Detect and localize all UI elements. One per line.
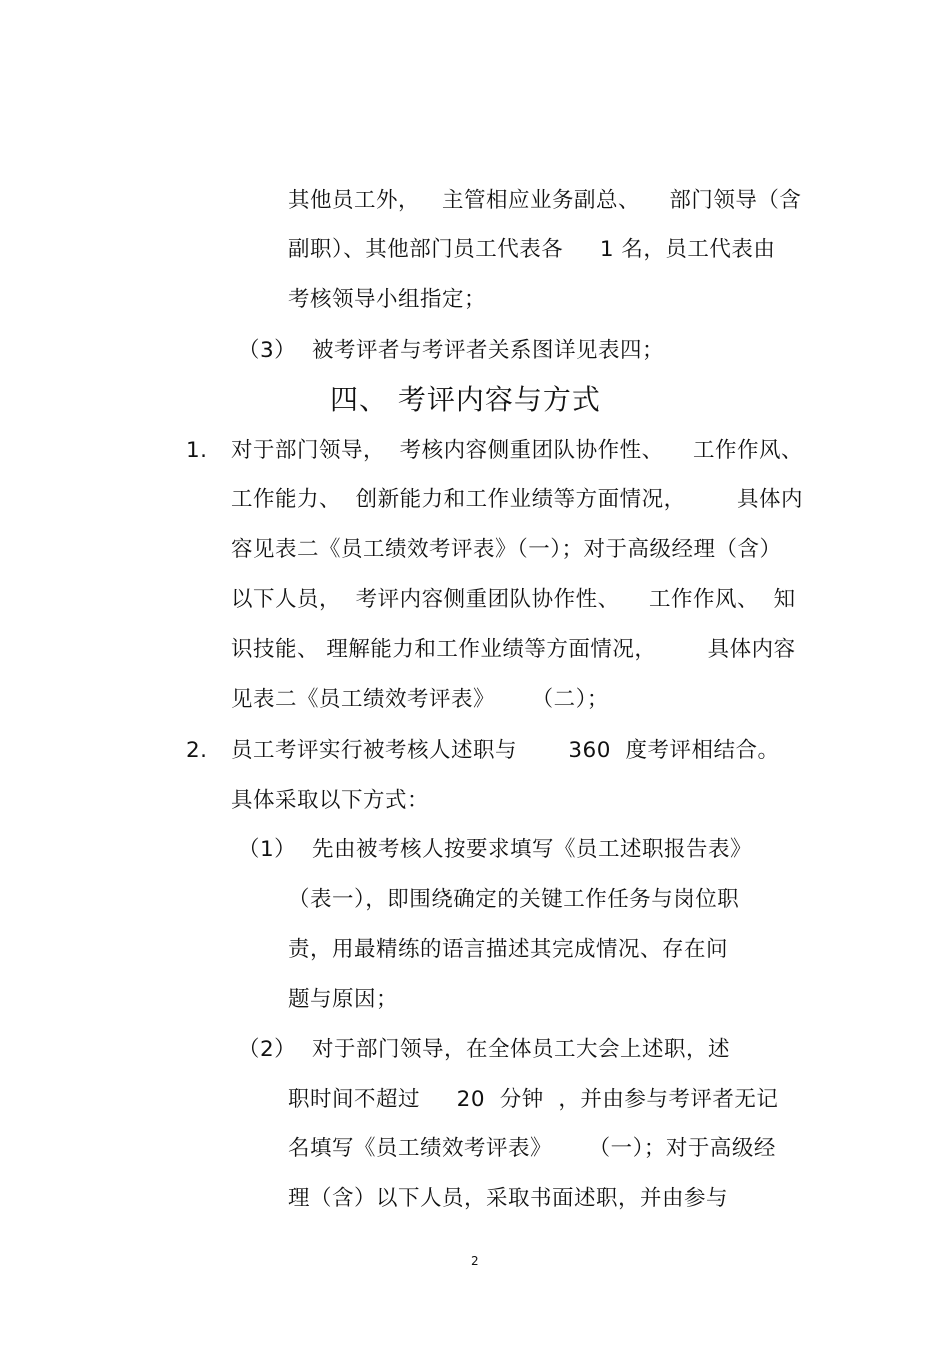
subitem-line: （表一），即围绕确定的关键工作任务与岗位职 — [288, 887, 740, 912]
subitem-number: （2） — [238, 1037, 297, 1062]
para-line: 识技能、 理解能力和工作业绩等方面情况， 具体内容 — [231, 637, 796, 662]
item-text: 被考评者与考评者关系图详见表四； — [312, 338, 665, 363]
para-number: 1. — [186, 438, 208, 463]
para-line: 具体采取以下方式： — [231, 788, 430, 813]
subitem-line: 对于部门领导，在全体员工大会上述职，述 — [312, 1037, 731, 1062]
text-line: 副职）、其他部门员工代表各 1 名，员工代表由 — [288, 237, 776, 262]
subitem-line: 题与原因； — [288, 987, 399, 1012]
para-number: 2. — [186, 738, 208, 763]
item-number: （3） — [238, 338, 297, 363]
section-title: 四、 考评内容与方式 — [330, 383, 601, 416]
subitem-line: 名填写《员工绩效考评表》 （一）；对于高级经 — [288, 1136, 776, 1161]
para-line: 员工考评实行被考核人述职与 360 度考评相结合。 — [231, 738, 780, 763]
para-line: 以下人员， 考评内容侧重团队协作性、 工作作风、 知 — [231, 587, 796, 612]
subitem-line: 职时间不超过 20 分钟 ，并由参与考评者无记 — [288, 1087, 779, 1112]
para-line: 容见表二《员工绩效考评表》（一）；对于高级经理（含） — [231, 537, 782, 562]
subitem-line: 理（含）以下人员，采取书面述职，并由参与 — [288, 1186, 729, 1211]
subitem-number: （1） — [238, 837, 297, 862]
page-number: 2 — [471, 1254, 479, 1268]
text-line: 考核领导小组指定； — [288, 287, 487, 312]
subitem-line: 先由被考核人按要求填写《员工述职报告表》 — [312, 837, 753, 862]
para-line: 对于部门领导， 考核内容侧重团队协作性、 工作作风、 — [231, 438, 804, 463]
para-line: 工作能力、 创新能力和工作业绩等方面情况， 具体内 — [231, 487, 804, 512]
para-line: 见表二《员工绩效考评表》 （二）； — [231, 687, 609, 712]
text-line: 其他员工外， 主管相应业务副总、 部门领导（含 — [288, 188, 802, 213]
subitem-line: 责，用最精练的语言描述其完成情况、存在问 — [288, 937, 729, 962]
